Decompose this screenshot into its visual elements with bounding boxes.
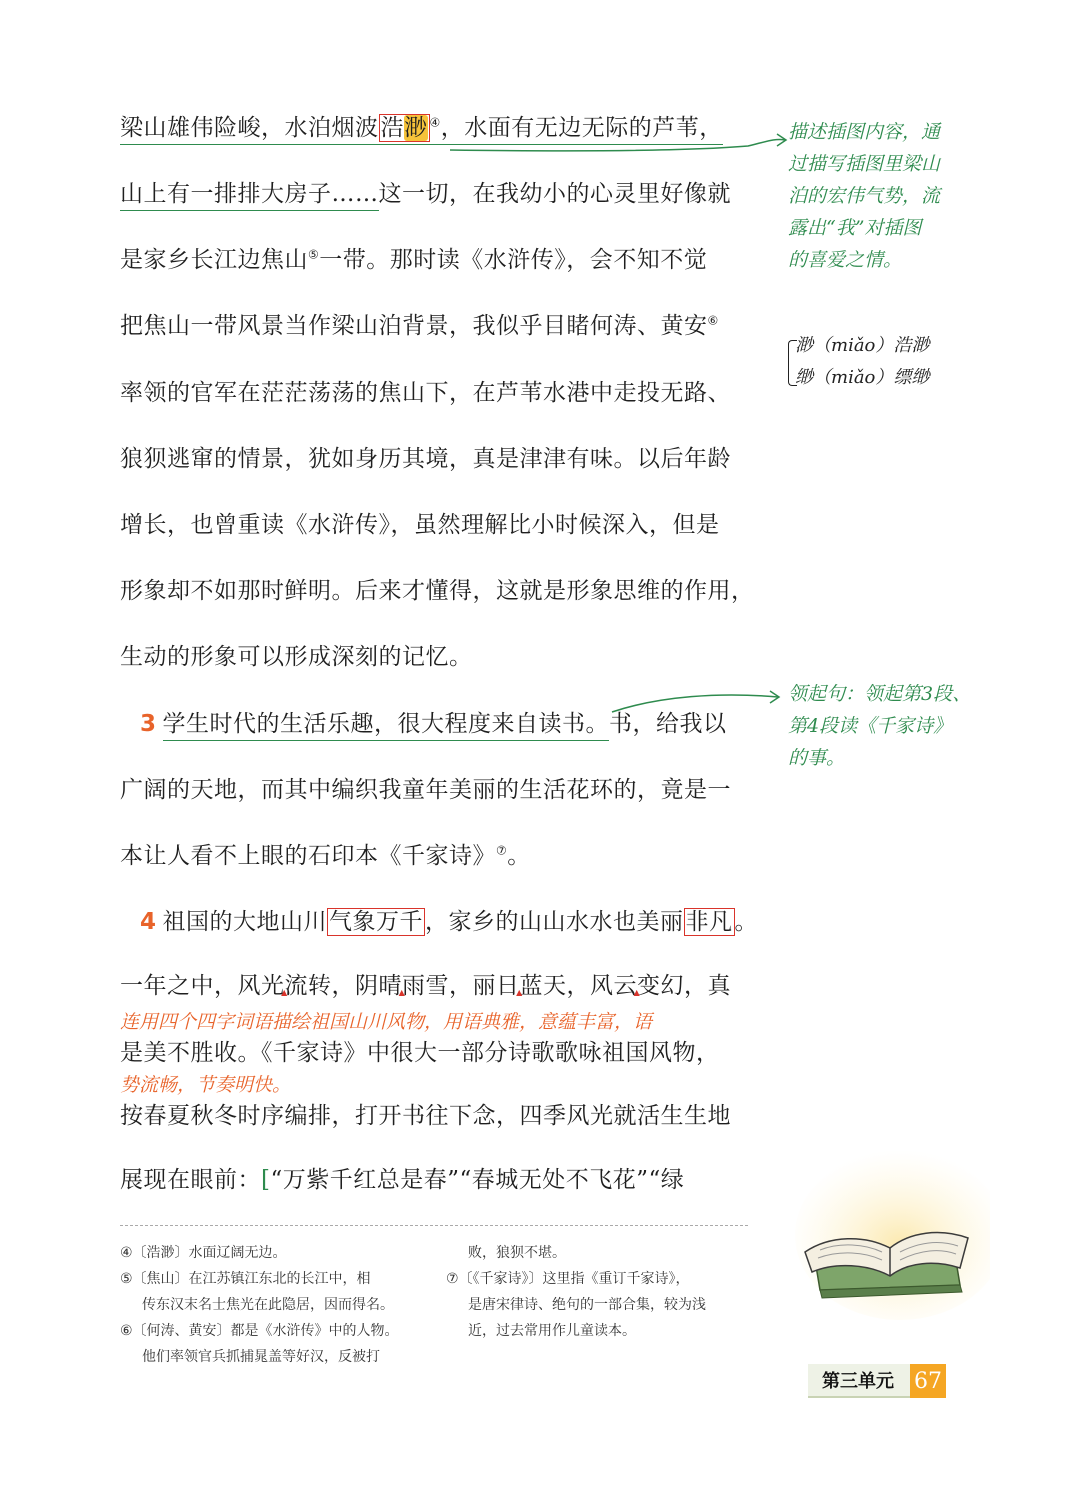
side-note-lead-sentence: 领起句：领起第3段、 第4段读《千家诗》 的事。 xyxy=(788,683,972,769)
text-line-16: 按春夏秋冬时序编排，打开书往下念，四季风光就活生生地 xyxy=(120,1103,731,1129)
boxed-word: 浩渺 xyxy=(380,115,428,141)
footnote-ref: ⑥ xyxy=(707,313,719,328)
footnotes-right: 败，狼狈不堪。 ⑦〔《千家诗》〕这里指《重订千家诗》， 是唐宋律诗、绝句的一部合集，较为浅 近，过去常用作儿童读本。 xyxy=(446,1245,706,1339)
unit-label: 第三单元 xyxy=(808,1364,910,1398)
text-line-6: 狼狈逃窜的情景，犹如身历其境，真是津津有味。以后年龄 xyxy=(120,446,731,472)
text-line-12: 本让人看不上眼的石印本《千家诗》⑦。 xyxy=(120,843,531,869)
underlined-sentence: 梁山雄伟险峻，水泊烟波浩渺 ④，水面有无边无际的芦苇， xyxy=(120,115,723,145)
text-line-11: 广阔的天地，而其中编织我童年美丽的生活花环的，竟是一 xyxy=(120,777,731,803)
emphasized-phrase: 风光流转 ▲ xyxy=(238,973,332,999)
emphasized-phrase: 丽日蓝天 ▲ xyxy=(473,973,567,999)
text-line-13: 4 祖国的大地山川气象万千，家乡的山山水水也美丽非凡。 xyxy=(140,909,759,935)
text-line-4: 把焦山一带风景当作梁山泊背景，我似乎目睹何涛、黄安⑥ xyxy=(120,313,719,339)
text-line-5: 率领的官军在茫茫荡荡的焦山下，在芦苇水港中走投无路、 xyxy=(120,380,731,406)
highlighted-char: 渺 xyxy=(404,115,428,141)
footnotes-left: ④〔浩渺〕水面辽阔无边。 ⑤〔焦山〕在江苏镇江东北的长江中，相 传东汉末名士焦光在此隐居，因而得名。 ⑥〔何涛、黄安〕都是《水浒传》中的人物。 他们率领官兵抓捕晁盖等好汉，反被打 xyxy=(120,1245,399,1365)
open-book-illustration xyxy=(790,1140,990,1320)
text-line-2: 山上有一排排大房子……这一切，在我幼小的心灵里好像就 xyxy=(120,178,760,210)
emphasized-phrase: 阴晴雨雪 ▲ xyxy=(355,973,449,999)
underlined-sentence-end: 山上有一排排大房子…… xyxy=(120,181,379,211)
boxed-word: 非凡 xyxy=(685,909,733,935)
paragraph-number: 3 xyxy=(140,711,157,737)
text-line-8: 形象却不如那时鲜明。后来才懂得，这就是形象思维的作用， xyxy=(120,578,755,604)
arrow-to-note-1 xyxy=(450,139,785,150)
text-line-17: 展现在眼前：[“万紫千红总是春”“春城无处不飞花”“绿 xyxy=(120,1167,685,1193)
side-note-illustration: 描述插图内容，通 过描写插图里梁山 泊的宏伟气势，流 露出“我”对插图 的喜爱之情。 xyxy=(788,121,941,271)
text-line-15: 是美不胜收。《千家诗》中很大一部分诗歌歌咏祖国风物， xyxy=(120,1040,720,1066)
text-line-7: 增长，也曾重读《水浒传》，虽然理解比小时候深入，但是 xyxy=(120,512,720,538)
footnote-ref: ⑦ xyxy=(496,843,508,858)
emphasized-phrase: 风云变幻 ▲ xyxy=(590,973,684,999)
underlined-sentence: 学生时代的生活乐趣，很大程度来自读书。 xyxy=(163,711,610,741)
footnote-ref: ④ xyxy=(429,115,441,130)
footnote-ref: ⑤ xyxy=(308,247,320,262)
text-line-9: 生动的形象可以形成深刻的记忆。 xyxy=(120,644,473,670)
paragraph-number: 4 xyxy=(140,909,157,935)
text-line-3: 是家乡长江边焦山⑤一带。那时读《水浒传》，会不知不觉 xyxy=(120,247,708,273)
green-bracket: [ xyxy=(261,1167,271,1193)
red-annotation-line-1: 连用四个四字词语描绘祖国山川风物，用语典雅，意蕴丰富，语 xyxy=(120,1011,653,1033)
page-number: 67 xyxy=(910,1364,946,1398)
arrow-to-note-2 xyxy=(612,695,778,712)
pronunciation-note-1: 渺（miǎo）浩渺 xyxy=(795,335,930,356)
page-footer xyxy=(808,1364,946,1398)
text-line-14: 一年之中，风光流转 ▲，阴晴雨雪 ▲，丽日蓝天 ▲，风云变幻 ▲，真 xyxy=(120,970,760,1002)
pronunciation-note-2: 缈（miǎo）缥缈 xyxy=(795,367,930,388)
red-annotation-line-2: 势流畅，节奏明快。 xyxy=(120,1074,292,1096)
boxed-word: 气象万千 xyxy=(329,909,424,935)
footnote-divider xyxy=(120,1225,748,1226)
text-line-10: 3 学生时代的生活乐趣，很大程度来自读书。书，给我以 xyxy=(120,708,760,740)
